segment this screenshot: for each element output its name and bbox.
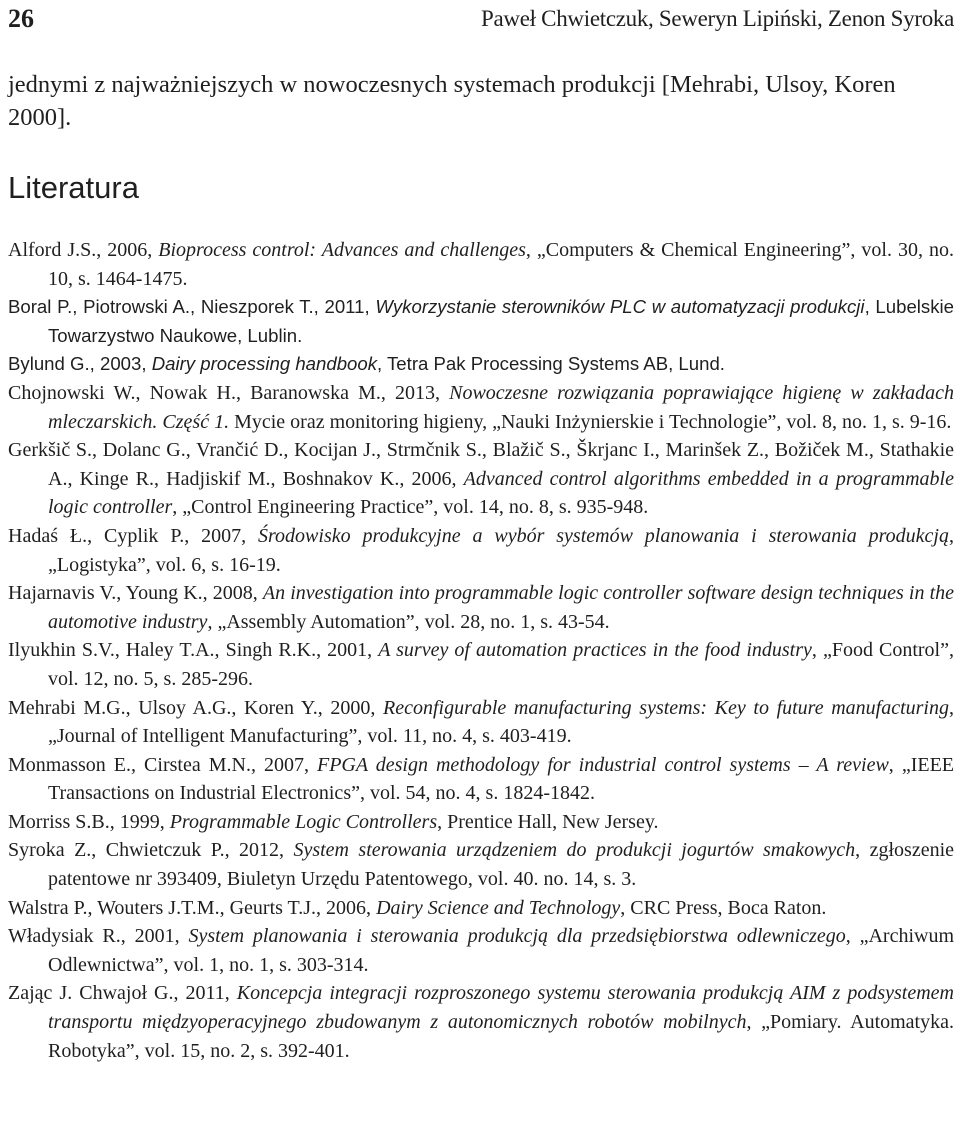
reference-title: Środowisko produkcyjne a wybór systemów planowania i sterowania produkcją xyxy=(258,524,949,547)
reference-item xyxy=(8,694,954,751)
reference-title: Bioprocess control: Advances and challenges xyxy=(158,239,526,261)
reference-title: Reconfigurable manufacturing systems: Key to future manufacturing xyxy=(382,696,949,719)
reference-item xyxy=(8,636,954,693)
reference-title: Advanced control algorithms embedded in a programmable logic controller xyxy=(48,467,954,519)
reference-authors: Alford J.S., 2006, xyxy=(8,239,159,261)
reference-source: , Tetra Pak Processing Systems AB, Lund. xyxy=(377,353,725,375)
reference-source: , zgłoszenie patentowe nr 393409, Biuletyn Urzędu Patentowego, vol. 40. no. 14, s. 3. xyxy=(48,839,955,891)
reference-source: , „Logistyka”, vol. 6, s. 16-19. xyxy=(48,524,954,576)
reference-authors: Hajarnavis V., Young K., 2008, xyxy=(8,582,263,605)
reference-authors: Boral P., Piotrowski A., Nieszporek T., 2011, xyxy=(8,296,376,318)
reference-source: , „Journal of Intelligent Manufacturing”, vol. 11, no. 4, s. 403-419. xyxy=(48,696,954,748)
reference-source: , „Food Control”, vol. 12, no. 5, s. 285-296. xyxy=(48,639,954,690)
reference-title: Koncepcja integracji rozproszonego systemu sterowania produkcją AIM z podsystemem transportu międzyoperacyjnego zbudowanym z autonomicznych robotów mobilnych xyxy=(48,982,954,1034)
reference-authors: Ilyukhin S.V., Haley T.A., Singh R.K., 2001, xyxy=(8,639,379,662)
reference-authors: Syroka Z., Chwietczuk P., 2012, xyxy=(8,839,294,862)
reference-item xyxy=(8,751,954,808)
reference-title: Nowoczesne rozwiązania poprawiające higienę w zakładach mleczarskich. Część 1. xyxy=(48,381,954,433)
page-header xyxy=(8,4,954,34)
reference-title: FPGA design methodology for industrial control systems – A review xyxy=(317,753,889,776)
reference-item xyxy=(8,436,954,522)
reference-item xyxy=(8,293,954,350)
reference-source: , „Control Engineering Practice”, vol. 14, no. 8, s. 935-948. xyxy=(172,496,649,519)
reference-title: System sterowania urządzeniem do produkcji jogurtów smakowych xyxy=(293,839,856,862)
reference-item xyxy=(8,522,954,579)
reference-item xyxy=(8,236,954,293)
reference-source: , „Pomiary. Automatyka. Robotyka”, vol. 15, no. 2, s. 392-401. xyxy=(48,1011,954,1062)
reference-title: Dairy processing handbook xyxy=(151,353,378,375)
reference-source: Mycie oraz monitoring higieny, „Nauki Inżynierskie i Technologie”, vol. 8, no. 1, s. 9-16. xyxy=(229,410,952,433)
reference-source: , „Assembly Automation”, vol. 28, no. 1, s. 43-54. xyxy=(207,610,610,633)
reference-source: , Lubelskie Towarzystwo Naukowe, Lublin. xyxy=(48,296,954,346)
reference-source: , CRC Press, Boca Raton. xyxy=(620,896,827,919)
reference-authors: Walstra P., Wouters J.T.M., Geurts T.J., 2006, xyxy=(8,896,377,919)
reference-authors: Chojnowski W., Nowak H., Baranowska M., 2013, xyxy=(8,381,450,404)
reference-title: Programmable Logic Controllers xyxy=(169,810,438,833)
reference-title: An investigation into programmable logic controller software design techniques in the automotive industry xyxy=(48,582,955,633)
reference-authors: Bylund G., 2003, xyxy=(8,353,152,375)
reference-item xyxy=(8,579,954,636)
reference-authors: Monmasson E., Cirstea M.N., 2007, xyxy=(8,753,317,776)
reference-item xyxy=(8,922,954,979)
reference-authors: Władysiak R., 2001, xyxy=(8,925,189,948)
section-title: Literatura xyxy=(8,170,139,205)
reference-item xyxy=(8,350,954,379)
page-number: 26 xyxy=(8,4,34,33)
reference-source: , „IEEE Transactions on Industrial Electronics”, vol. 54, no. 4, s. 1824-1842. xyxy=(48,753,955,805)
reference-authors: Hadaś Ł., Cyplik P., 2007, xyxy=(8,524,258,547)
reference-title: Dairy Science and Technology xyxy=(376,896,621,919)
reference-source: , Prentice Hall, New Jersey. xyxy=(437,810,659,833)
reference-authors: Zając J. Chwajoł G., 2011, xyxy=(8,982,237,1005)
reference-source: , „Archiwum Odlewnictwa”, vol. 1, no. 1, s. 303-314. xyxy=(48,925,955,976)
reference-title: System planowania i sterowania produkcją dla przedsiębiorstwa odlewniczego xyxy=(188,925,846,948)
reference-list xyxy=(8,236,954,1065)
body-paragraph: jednymi z najważniejszych w nowoczesnych systemach produkcji [Mehrabi, Ulsoy, Koren 2000]. xyxy=(8,71,896,131)
reference-item xyxy=(8,379,954,436)
reference-authors: Gerkšič S., Dolanc G., Vrančić D., Kocijan J., Strmčnik S., Blažič S., Škrjanc I., Marinšek Z., Božiček M., Stathakie A., Kinge R., Hadjiskif M., Boshnakov K., 2006, xyxy=(8,439,954,490)
reference-authors: Morriss S.B., 1999, xyxy=(8,810,170,833)
reference-title: Wykorzystanie sterowników PLC w automatyzacji produkcji xyxy=(375,296,865,318)
reference-item xyxy=(8,979,954,1065)
reference-item xyxy=(8,836,954,893)
running-head-authors: Paweł Chwietczuk, Seweryn Lipiński, Zenon Syroka xyxy=(481,6,954,31)
reference-title: A survey of automation practices in the food industry xyxy=(378,639,812,662)
reference-source: , „Computers & Chemical Engineering”, vol. 30, no. 10, s. 1464-1475. xyxy=(48,239,954,290)
reference-item xyxy=(8,894,954,923)
reference-item xyxy=(8,808,954,837)
reference-authors: Mehrabi M.G., Ulsoy A.G., Koren Y., 2000, xyxy=(8,696,383,719)
